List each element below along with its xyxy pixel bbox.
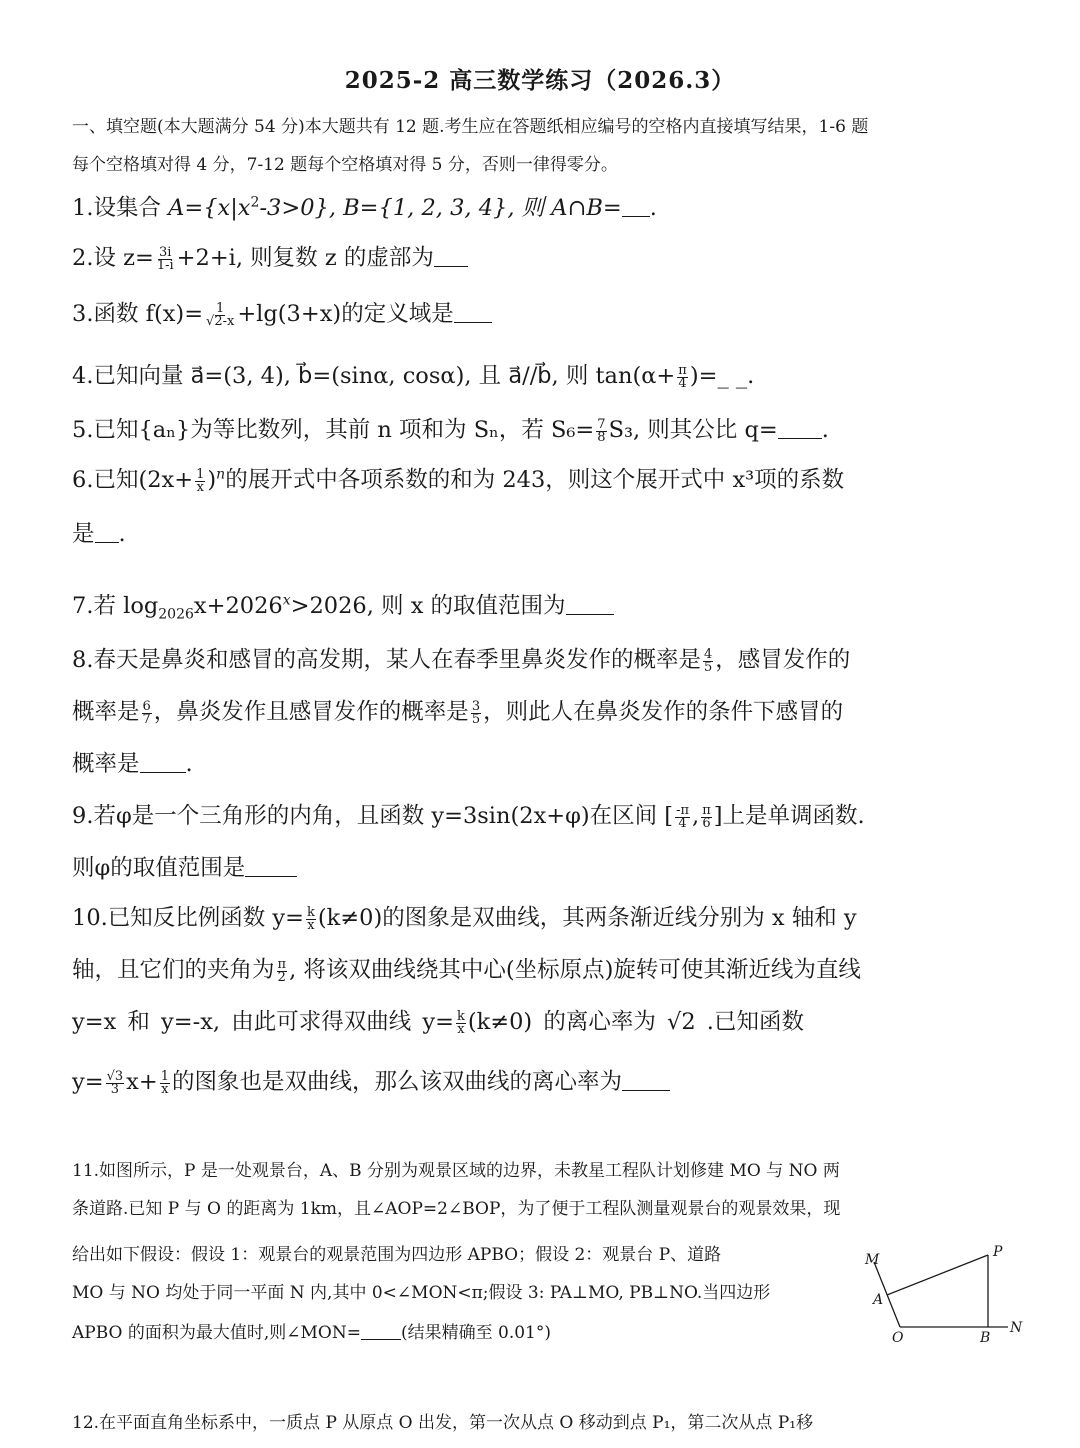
answer-blank[interactable] [361,1323,401,1340]
question-9-line-2: 则φ的取值范围是 [72,850,1022,882]
label-B: B [980,1330,991,1346]
answer-blank[interactable] [454,302,492,323]
fraction: $\frac{\pi}{4}$ [678,362,687,391]
question-10: 10.已知反比例函数 y= $\frac{k}{x}$ (k≠0)的图象是双曲线，其两条渐近线分别为 x 轴和 y [72,904,857,933]
question-4: 4.已知向量 a⃗=(3, 4), b⃗=(sinα, cosα), 且 a⃗//b⃗, 则 tan(α+ $\frac{\pi}{4}$ )=_ _. [72,362,755,391]
question-8: 8.春天是鼻炎和感冒的高发期，某人在春季里鼻炎发作的概率是 $\frac{4}{5}$ ，感冒发作的 [72,646,851,675]
section-intro-line-1: 一、填空题(本大题满分 54 分)本大题共有 12 题.考生应在答题纸相应编号的空格内直接填写结果，1-6 题 [72,117,869,137]
fraction: $\frac{k}{x}$ [307,904,315,933]
question-3: 3.函数 f(x)= $\frac{1}{√2-x}$ +lg(3+x)的定义域是 [72,296,1022,328]
question-7: 7.若 $\log_{2026}x+2026^x>2026$, 则 x 的取值范围为 [72,588,1022,623]
label-M: M [865,1252,880,1268]
label-O: O [892,1330,904,1346]
question-11-line-5: APBO 的面积为最大值时,则∠MON= (结果精确至 0.01°) [72,1323,552,1343]
fraction: $\frac{\pi}{6}$ [702,802,711,831]
answer-blank[interactable] [566,594,614,615]
question-11-line-4: MO 与 NO 均处于同一平面 N 内,其中 0<∠MON<π;假设 3: PA⊥MO, PB⊥NO.当四边形 [72,1283,771,1303]
fraction: $\frac{1}{x}$ [160,1068,169,1097]
question-11-line-2: 条道路.已知 P 与 O 的距离为 1km，且∠AOP=2∠BOP，为了便于工程队测量观景台的观景效果，现 [72,1199,841,1219]
fraction: $\frac{k}{x}$ [456,1008,465,1037]
label-P: P [993,1244,1003,1260]
fraction: $\frac{1}{√2-x}$ [206,300,235,329]
fraction: $\frac{3}{5}$ [471,698,481,727]
fraction: $\frac{1}{x}$ [196,466,205,495]
quadrilateral-figure [860,1240,1030,1355]
section-intro-line-2: 每个空格填对得 4 分，7-12 题每个空格填对得 5 分，否则一律得零分。 [72,155,618,175]
answer-blank[interactable] [778,418,822,439]
answer-blank[interactable] [95,522,119,543]
question-8-line-3: 概率是 . [72,751,193,777]
label-N: N [1010,1320,1023,1336]
question-12: 12.在平面直角坐标系中，一质点 P 从原点 O 出发，第一次从点 O 移动到点 P₁，第二次从点 P₁移 [72,1413,814,1433]
question-9: 9.若φ是一个三角形的内角，且函数 y=3sin(2x+φ)在区间 [ $\frac{-\pi}{4}$ , $\frac{\pi}{6}$ ]上是单调函数. [72,802,865,831]
fraction: $\frac{3i}{1-i}$ [156,244,174,273]
question-11-line-3: 给出如下假设：假设 1：观景台的观景范围为四边形 APBO；假设 2：观景台 P、道路 [72,1245,722,1265]
question-10-line-4: y= $\frac{√3}{3}$ x+ $\frac{1}{x}$ 的图象也是双曲线，那么该双曲线的离心率为 [72,1064,1022,1096]
answer-blank[interactable] [434,246,468,267]
line-AP [887,1255,988,1295]
fraction: $\frac{√3}{3}$ [106,1068,124,1097]
fraction: $\frac{7}{8}$ [597,416,606,445]
question-1: 1.设集合 $A=\{x|x^2-3>0\}$, B={1, 2, 3, 4}, 则 A∩B= . [72,194,657,221]
fraction: $\frac{4}{5}$ [703,646,713,675]
question-5: 5.已知{aₙ}为等比数列，其前 n 项和为 Sₙ，若 S₆= $\frac{7}{8}$ S₃, 则其公比 q= . [72,416,829,445]
question-6: 6.已知(2x+ $\frac{1}{x}$ )$^n$的展开式中各项系数的和为 243，则这个展开式中 x³项的系数 [72,466,845,495]
fraction: $\frac{\pi}{2}$ [277,956,287,985]
fraction: $\frac{6}{7}$ [142,698,151,727]
question-11: 11.如图所示，P 是一处观景台，A、B 分别为观景区域的边界，未教星工程队计划修建 MO 与 NO 两 [72,1161,840,1181]
question-6-line-2: 是 . [72,521,126,547]
answer-blank[interactable] [622,196,650,217]
question-2: 2.设 z= $\frac{3i}{1-i}$ +2+i, 则复数 z 的虚部为 [72,240,1022,272]
answer-blank[interactable] [245,856,297,877]
page-title: 2025-2 高三数学练习（2026.3） [344,67,736,94]
fraction: $\frac{-\pi}{4}$ [676,802,690,831]
answer-blank[interactable] [622,1070,670,1091]
question-10-line-2: 轴，且它们的夹角为 $\frac{\pi}{2}$ , 将该双曲线绕其中心(坐标原点)旋转可使其渐近线为直线 [72,956,861,985]
question-10-line-3: y=x 和 y=-x, 由此可求得双曲线 y= $\frac{k}{x}$ (k≠0) 的离心率为 √2 .已知函数 [72,1008,804,1037]
label-A: A [873,1292,884,1308]
answer-blank[interactable] [140,752,186,773]
question-8-line-2: 概率是 $\frac{6}{7}$ ，鼻炎发作且感冒发作的概率是 $\frac{3}{5}$ ，则此人在鼻炎发作的条件下感冒的 [72,698,844,727]
